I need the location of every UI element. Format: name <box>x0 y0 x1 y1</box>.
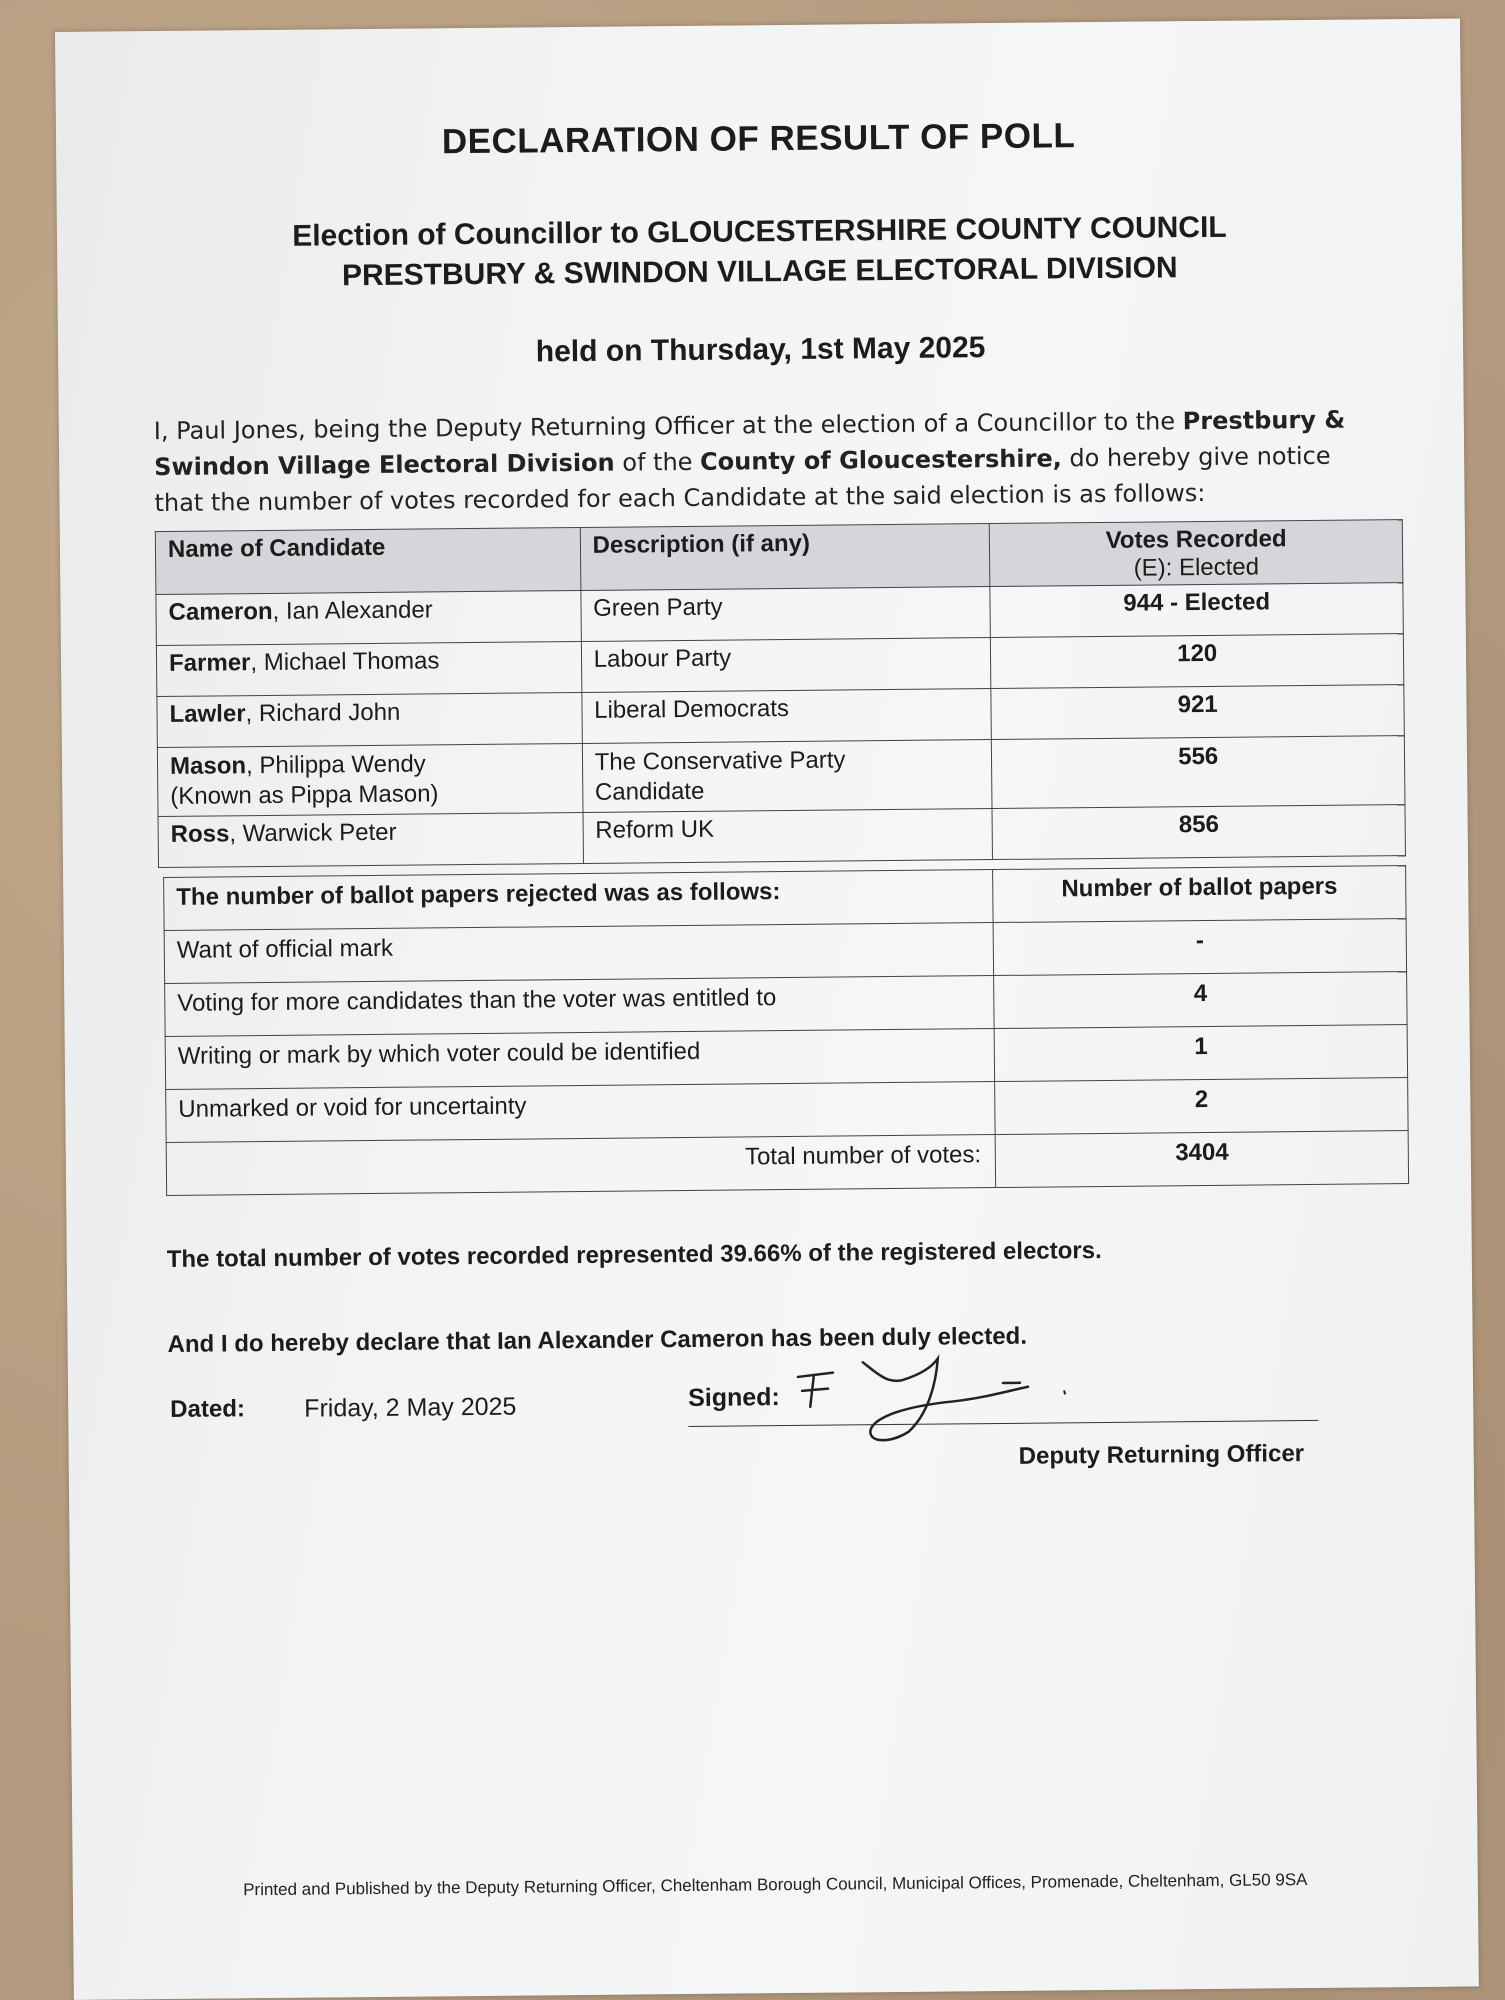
total-votes-row <box>166 1131 1408 1196</box>
candidate-description <box>582 740 992 813</box>
signatory-role: Deputy Returning Officer <box>1018 1440 1305 1470</box>
rejected-reason: Writing or mark by which voter could be identified <box>165 1029 995 1090</box>
intro-county: County of Gloucestershire, <box>699 444 1062 476</box>
candidate-votes: 556 <box>992 736 1405 809</box>
header-votes-note: (E): Elected <box>1133 553 1260 582</box>
header-description: Description (if any) <box>580 524 990 591</box>
candidate-row <box>158 805 1405 868</box>
rejected-count: - <box>993 919 1406 976</box>
candidate-description: Green Party <box>581 587 991 642</box>
header-votes-label: Votes Recorded <box>1105 525 1287 554</box>
candidate-forenames: , Warwick Peter <box>229 818 397 848</box>
candidates-header-row <box>155 520 1403 595</box>
candidate-name <box>156 641 581 696</box>
intro-text-2: of the <box>614 447 701 477</box>
candidate-name <box>156 590 581 645</box>
candidate-description: Reform UK <box>583 809 993 864</box>
candidates-table <box>155 519 1406 868</box>
candidate-surname: Ross <box>170 820 230 848</box>
rejected-count: 1 <box>994 1025 1407 1082</box>
rejected-count: 2 <box>995 1078 1408 1135</box>
dated-value: Friday, 2 May 2025 <box>304 1392 517 1423</box>
intro-text-3: do hereby give notice that the number of votes recorded for each Candidate at the said election is as follows: <box>154 441 1331 518</box>
intro-paragraph <box>154 401 1385 521</box>
total-votes-label: Total number of votes: <box>166 1135 996 1196</box>
rejected-count: 4 <box>994 972 1407 1029</box>
rejected-reason: Unmarked or void for uncertainty <box>166 1082 996 1143</box>
candidate-row <box>157 736 1405 817</box>
candidate-name <box>157 743 582 816</box>
candidate-description: Labour Party <box>581 638 991 693</box>
candidate-votes: 921 <box>991 685 1404 740</box>
candidate-surname: Farmer <box>168 649 251 677</box>
signed-label: Signed: <box>688 1383 780 1412</box>
handwritten-signature-icon <box>788 1342 1089 1455</box>
declaration-statement: And I do hereby declare that Ian Alexander Cameron has been duly elected. <box>167 1322 1028 1358</box>
rejected-reason: Want of official mark <box>164 923 994 984</box>
rejected-column-header: Number of ballot papers <box>993 866 1406 923</box>
rejected-heading: The number of ballot papers rejected was as follows: <box>164 870 994 931</box>
division-subtitle: PRESTBURY & SWINDON VILLAGE ELECTORAL DIVISION <box>341 251 1178 293</box>
candidate-votes: 856 <box>992 805 1405 860</box>
publisher-footer: Printed and Published by the Deputy Returning Officer, Cheltenham Borough Council, Municipal Offices, Promenade, Cheltenham, GL50 9SA <box>243 1870 1308 1900</box>
rejected-reason: Voting for more candidates than the voter was entitled to <box>165 976 995 1037</box>
candidate-forenames: , Philippa Wendy <box>245 750 426 780</box>
poll-declaration-sheet <box>55 19 1479 2000</box>
intro-division: Prestbury & Swindon Village Electoral Division <box>154 405 1346 482</box>
rejected-ballots-table <box>163 865 1409 1196</box>
turnout-statement: The total number of votes recorded represented 39.66% of the registered electors. <box>166 1237 1102 1273</box>
dated-label: Dated: <box>170 1395 246 1423</box>
candidate-surname: Mason <box>169 752 247 780</box>
header-name: Name of Candidate <box>155 527 580 594</box>
candidate-surname: Cameron <box>168 597 273 626</box>
candidate-forenames: , Richard John <box>245 698 401 728</box>
total-votes-value: 3404 <box>995 1131 1408 1188</box>
candidate-known-as: (Known as Pippa Mason) <box>170 780 439 810</box>
candidate-description: Liberal Democrats <box>582 689 992 744</box>
candidate-forenames: , Ian Alexander <box>272 596 433 625</box>
document-title: DECLARATION OF RESULT OF POLL <box>441 116 1076 162</box>
election-subtitle: Election of Councillor to GLOUCESTERSHIRE COUNTY COUNCIL <box>292 210 1227 253</box>
candidate-name <box>157 692 582 747</box>
candidate-votes: 120 <box>991 634 1404 689</box>
candidate-forenames: , Michael Thomas <box>250 647 440 677</box>
candidate-name <box>158 812 583 867</box>
election-date: held on Thursday, 1st May 2025 <box>535 331 986 369</box>
intro-text-1: I, Paul Jones, being the Deputy Returning Officer at the election of a Councillor to the <box>153 407 1183 446</box>
candidate-description-line2: Candidate <box>594 777 705 806</box>
candidate-description-line1: The Conservative Party <box>594 746 846 776</box>
candidate-votes: 944 - Elected <box>990 583 1403 638</box>
header-votes <box>990 520 1403 587</box>
candidate-surname: Lawler <box>169 700 246 728</box>
